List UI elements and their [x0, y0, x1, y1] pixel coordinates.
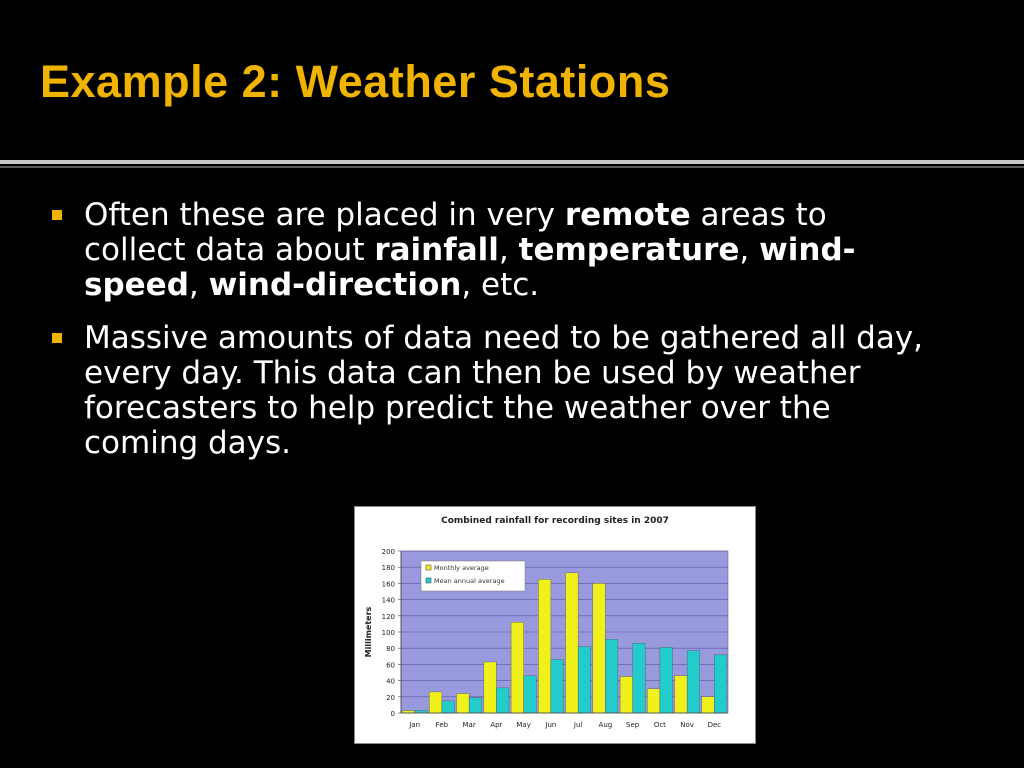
bullet-list [50, 198, 930, 479]
bar-mean-annual-average [605, 639, 618, 713]
x-tick-label: Nov [680, 721, 694, 729]
y-tick-label: 40 [386, 677, 395, 686]
y-tick-label: 180 [381, 564, 395, 573]
bar-monthly-average [620, 677, 633, 713]
slide-title: Example 2: Weather Stations [40, 56, 671, 107]
bar-monthly-average [538, 579, 551, 713]
title-divider-shadow [0, 166, 1024, 168]
bullet-text-part: Often these are placed in very [84, 197, 565, 233]
y-tick-label: 160 [381, 580, 395, 589]
bar-mean-annual-average [524, 676, 537, 713]
bullet-text-part: , [739, 232, 760, 268]
bar-monthly-average [511, 622, 524, 713]
y-tick-label: 20 [386, 693, 395, 702]
bullet-text [84, 197, 856, 303]
rainfall-chart [354, 506, 756, 744]
bar-monthly-average [647, 689, 660, 713]
bar-monthly-average [566, 573, 579, 713]
bar-mean-annual-average [469, 698, 482, 713]
bar-mean-annual-average [551, 660, 564, 713]
x-tick-label: Jan [409, 721, 421, 729]
x-tick-label: Dec [707, 721, 722, 729]
bullet-keyword: wind-speed [84, 232, 856, 303]
y-tick-label: 200 [381, 548, 395, 556]
rainfall-chart-svg [355, 507, 755, 743]
y-tick-label: 80 [386, 645, 395, 654]
x-tick-label: Jul [573, 721, 583, 729]
bar-mean-annual-average [442, 701, 455, 713]
y-axis-label: Millimeters [364, 606, 373, 658]
bar-mean-annual-average [496, 688, 509, 713]
bullet-item [50, 321, 930, 461]
bullet-text-part: , [498, 232, 519, 268]
chart-title: Combined rainfall for recording sites in 2007 [441, 516, 669, 526]
bullet-keyword: rainfall [374, 232, 499, 268]
x-tick-label: Apr [490, 721, 503, 729]
x-tick-label: Oct [653, 721, 666, 729]
bar-mean-annual-average [578, 647, 591, 713]
bar-monthly-average [593, 583, 606, 713]
title-divider [0, 160, 1024, 164]
legend-label: Mean annual average [434, 577, 505, 585]
bullet-text: Massive amounts of data need to be gathered all day, every day. This data can then be used by weather forecasters to help predict the weather over the coming days. [84, 320, 924, 461]
bar-monthly-average [457, 694, 470, 713]
y-tick-label: 100 [381, 629, 395, 637]
bar-mean-annual-average [633, 643, 646, 713]
legend-label: Monthly average [434, 564, 489, 572]
x-tick-label: May [516, 721, 531, 729]
bar-monthly-average [702, 697, 715, 713]
x-tick-label: Mar [462, 721, 476, 729]
y-tick-label: 140 [381, 596, 395, 605]
title-bar [0, 0, 1024, 158]
x-tick-label: Sep [626, 721, 640, 729]
bullet-text-part: , [188, 267, 209, 303]
bullet-text-part: areas to collect data about [84, 197, 827, 268]
bar-monthly-average [484, 662, 497, 713]
bar-monthly-average [675, 676, 688, 713]
bullet-keyword: remote [564, 197, 691, 233]
x-tick-label: Aug [598, 721, 613, 729]
x-tick-label: Jun [545, 721, 557, 729]
bar-mean-annual-average [660, 647, 673, 713]
y-tick-label: 60 [386, 661, 395, 670]
y-tick-label: 120 [381, 612, 395, 621]
bar-mean-annual-average [714, 655, 727, 713]
bullet-keyword: wind-direction [208, 267, 462, 303]
bar-monthly-average [429, 692, 442, 713]
square-bullet-icon [52, 333, 62, 343]
legend-swatch [426, 565, 431, 570]
x-tick-label: Feb [435, 721, 449, 729]
square-bullet-icon [52, 210, 62, 220]
bullet-keyword: temperature [518, 232, 740, 268]
legend-swatch [426, 578, 431, 583]
y-tick-label: 0 [390, 710, 395, 718]
bullet-text-part: , etc. [461, 267, 540, 303]
bullet-item [50, 198, 930, 303]
bar-mean-annual-average [687, 651, 700, 713]
